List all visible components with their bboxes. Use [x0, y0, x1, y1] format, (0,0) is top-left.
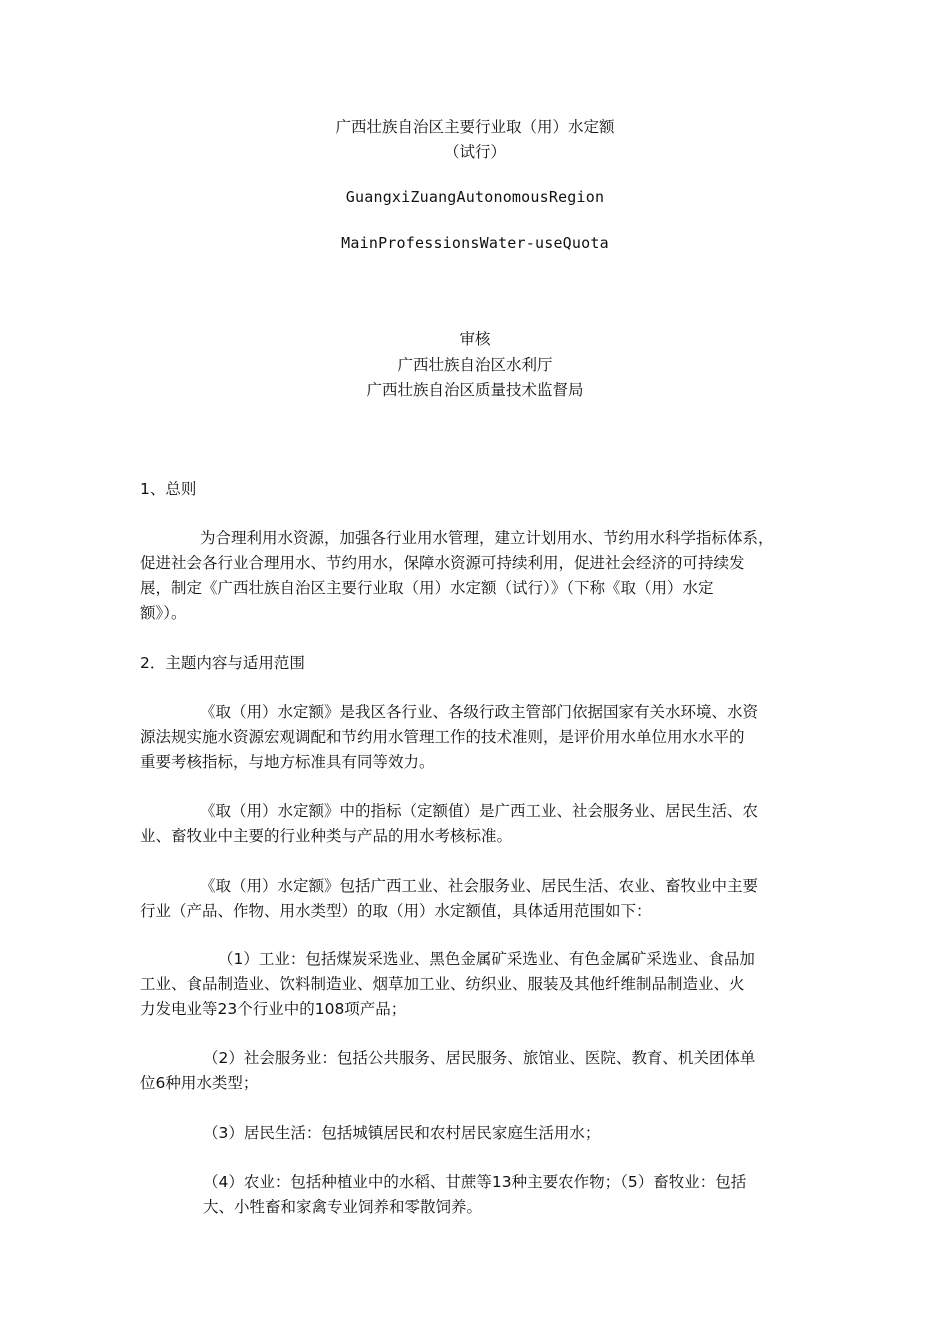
section-2-paragraph-line: 行业（产品、作物、用水类型）的取（用）水定额值，具体适用范围如下：: [140, 902, 652, 920]
section-1-paragraph-line: 额》）。: [140, 604, 187, 622]
scope-item-1-line: 工业、食品制造业、饮料制造业、烟草加工业、纺织业、服装及其他纤维制品制造业、火: [140, 975, 745, 993]
scope-item-4-line: 大、小牲畜和家禽专业饲养和零散饲养。: [203, 1198, 483, 1216]
section-2-paragraph-line: 《取（用）水定额》中的指标（定额值）是广西工业、社会服务业、居民生活、农: [200, 802, 759, 820]
scope-item-3-line: （3）居民生活：包括城镇居民和农村居民家庭生活用水；: [203, 1124, 601, 1142]
title-line-2: （试行）: [443, 143, 506, 161]
scope-item-2-line: （2）社会服务业：包括公共服务、居民服务、旅馆业、医院、教育、机关团体单: [203, 1049, 756, 1067]
section-2-paragraph-line: 《取（用）水定额》是我区各行业、各级行政主管部门依据国家有关水环境、水资: [200, 703, 759, 721]
review-heading: 审核: [459, 330, 491, 348]
scope-item-1-line: （1）工业：包括煤炭采选业、黑色金属矿采选业、有色金属矿采选业、食品加: [218, 950, 755, 968]
section-2-paragraph-line: 《取（用）水定额》包括广西工业、社会服务业、居民生活、农业、畜牧业中主要: [200, 877, 759, 895]
scope-item-4-line: （4）农业：包括种植业中的水稻、甘蔗等13种主要农作物；（5）畜牧业：包括: [203, 1173, 747, 1191]
english-title-line-1: GuangxiZuangAutonomousRegion: [345, 188, 605, 206]
review-org-2: 广西壮族自治区质量技术监督局: [366, 381, 584, 399]
section-2-paragraph-line: 重要考核指标，与地方标准具有同等效力。: [140, 753, 435, 771]
section-2-paragraph-line: 业、畜牧业中主要的行业种类与产品的用水考核标准。: [140, 827, 513, 845]
scope-item-2-line: 位6种用水类型；: [140, 1074, 259, 1092]
section-2-paragraph-line: 源法规实施水资源宏观调配和节约用水管理工作的技术准则，是评价用水单位用水水平的: [140, 728, 745, 746]
section-1-heading: 1、总则: [140, 480, 197, 498]
section-1-paragraph-line: 为合理利用水资源，加强各行业用水管理，建立计划用水、节约用水科学指标体系，: [200, 529, 774, 547]
title-line-1: 广西壮族自治区主要行业取（用）水定额: [335, 118, 615, 136]
review-org-1: 广西壮族自治区水利厅: [397, 356, 553, 374]
section-2-heading: 2．主题内容与适用范围: [140, 654, 305, 672]
scope-item-1-line: 力发电业等23个行业中的108项产品；: [140, 1000, 407, 1018]
section-1-paragraph-line: 展，制定《广西壮族自治区主要行业取（用）水定额（试行）》（下称《取（用）水定: [140, 579, 714, 597]
english-title-line-2: MainProfessionsWater-useQuota: [341, 234, 609, 252]
section-1-paragraph-line: 促进社会各行业合理用水、节约用水，保障水资源可持续利用，促进社会经济的可持续发: [140, 554, 745, 572]
